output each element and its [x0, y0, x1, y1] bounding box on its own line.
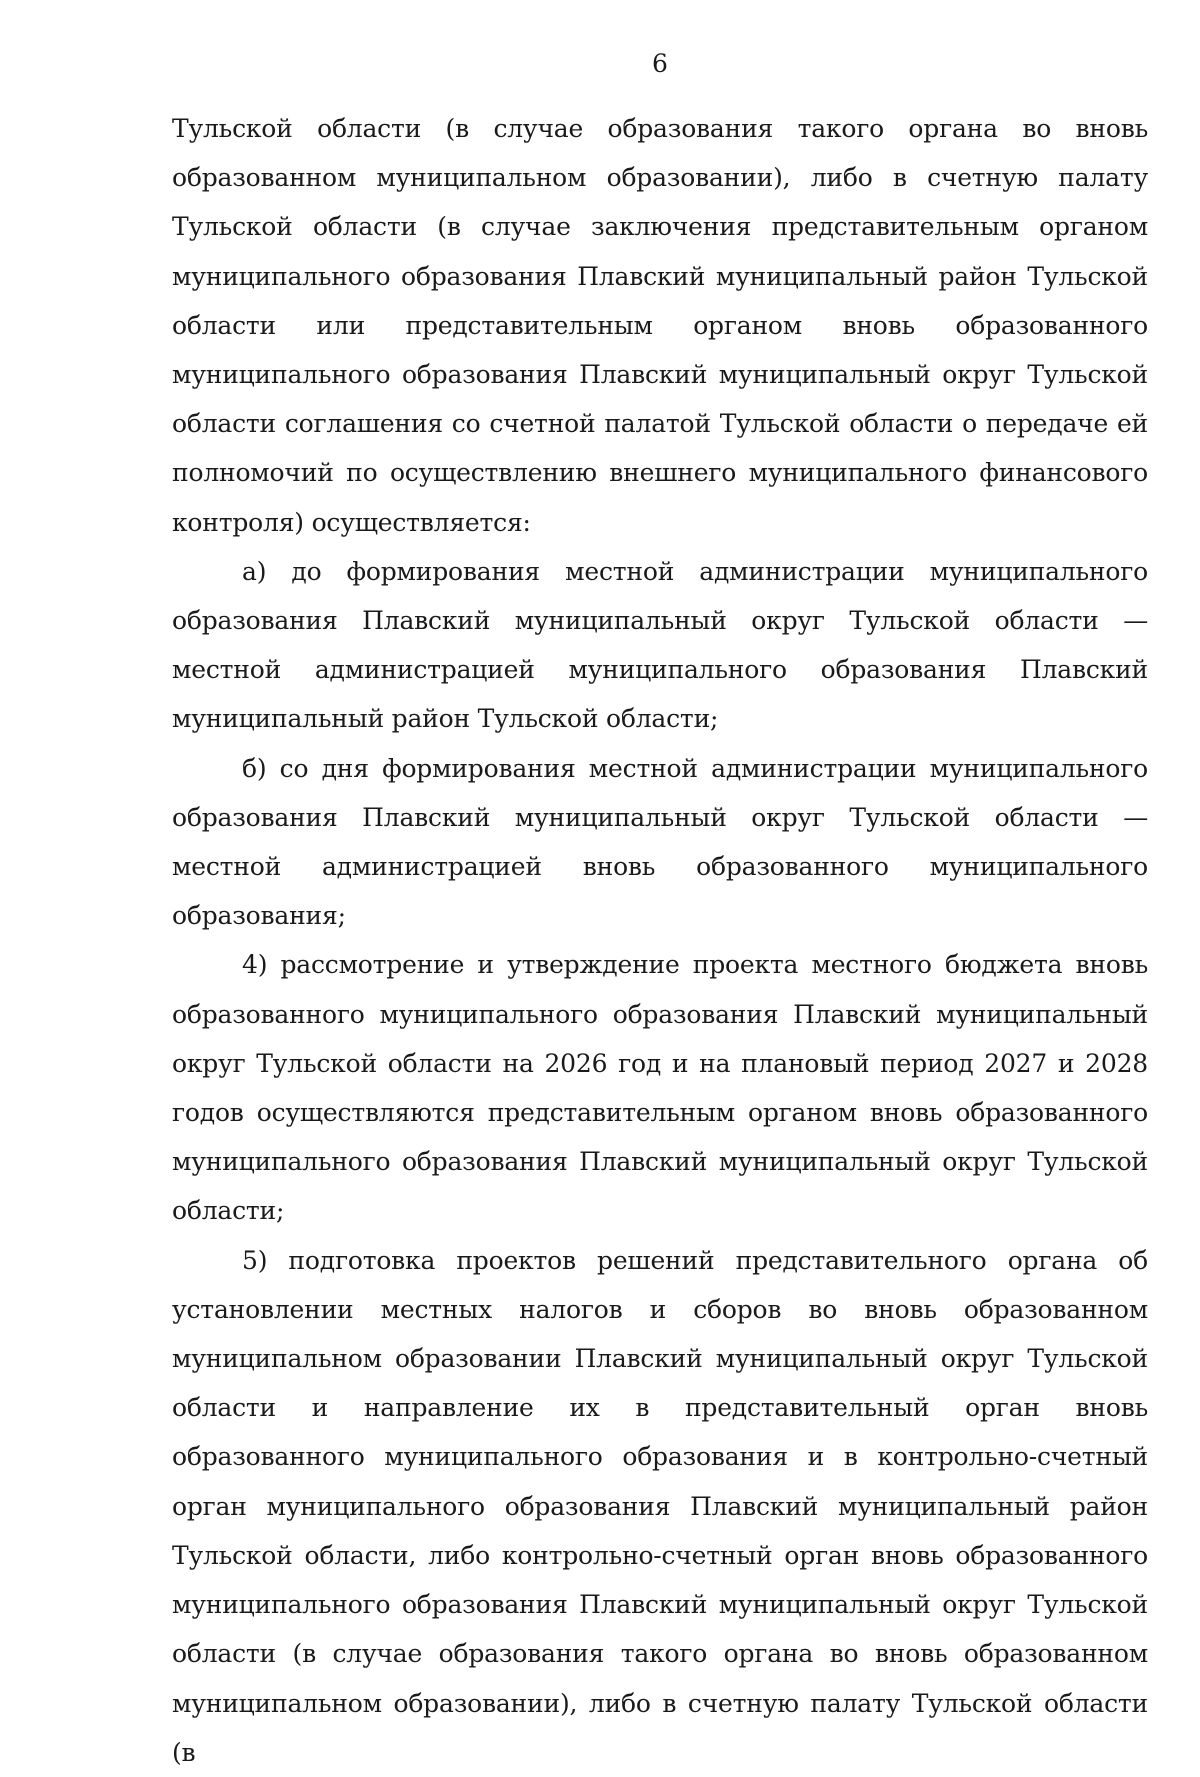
document-body [172, 104, 1148, 1777]
paragraph-item-a: а) до формирования местной администрации муниципального образования Плавский муниципальный округ Тульской области — местной администрацией муниципального образования Плавский муниципальный район Тульской области; [172, 556, 1148, 734]
paragraph-item-4: 4) рассмотрение и утверждение проекта местного бюджета вновь образованного муниципального образования Плавский муниципальный округ Тульской области на 2026 год и на плановый период 2027 и 2028 годов осуществляются представительным органом вновь образованного муниципального образования Плавский муниципальный округ Тульской области; [172, 950, 1148, 1226]
paragraph-item-5: 5) подготовка проектов решений представительного органа об установлении местных налогов и сборов во вновь образованном муниципальном образовании Плавский муниципальный округ Тульской области и направление их в представительный орган вновь образованного муниципального образования и в контрольно-счетный орган муниципального образования Плавский муниципальный район Тульской области, либо контрольно-счетный орган вновь образованного муниципального образования Плавский муниципальный округ Тульской области (в случае образования такого органа во вновь образованном муниципальном образовании), либо в счетную палату Тульской области (в [172, 1245, 1148, 1767]
paragraph-item-b: б) со дня формирования местной администрации муниципального образования Плавский муниципальный округ Тульской области — местной администрацией вновь образованного муниципального образования; [172, 753, 1148, 931]
paragraph-continuation: Тульской области (в случае образования такого органа во вновь образованном муниципальном образовании), либо в счетную палату Тульской области (в случае заключения представительным органом муниципального образования Плавский муниципальный район Тульской области или представительным органом вновь образованного муниципального образования Плавский муниципальный округ Тульской области соглашения со счетной палатой Тульской области о передаче ей полномочий по осуществлению внешнего муниципального финансового контроля) осуществляется: [172, 114, 1148, 537]
page-number: 6 [652, 49, 668, 78]
